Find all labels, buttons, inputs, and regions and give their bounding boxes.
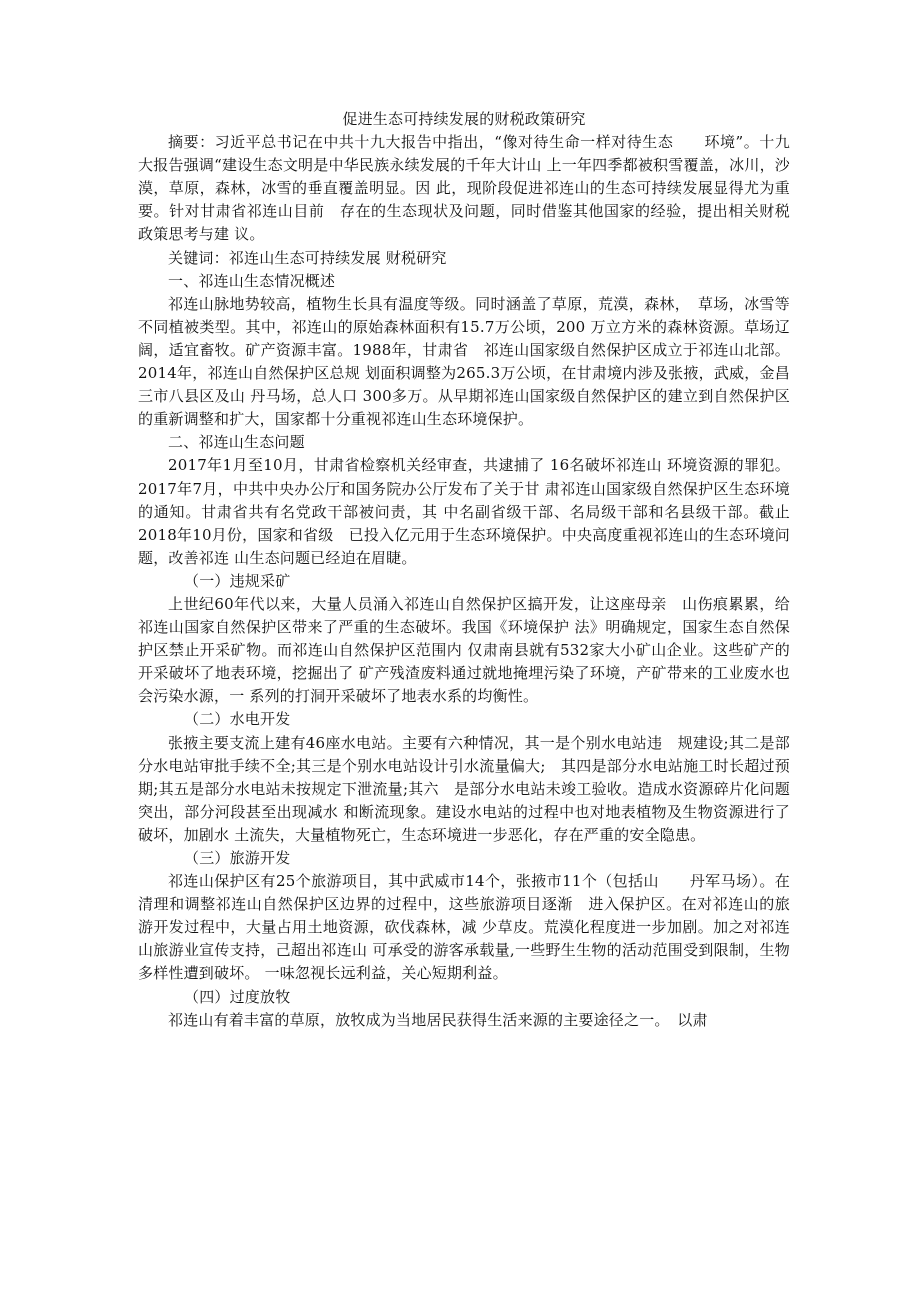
abstract-paragraph: 摘要：习近平总书记在中共十九大报告中指出，“像对待生命一样对待生态 环境”。十九大报告强调“建设生态文明是中华民族永续发展的千年大计山 上一年四季都被积雪覆盖，冰川，沙漠，草原，森林，冰雪的垂直覆盖明显。因 此，现阶段促进祁连山的生态可持续发展显得尤为重要。针对甘肃省祁连山目前 存在的生态现状及问题，同时借鉴其他国家的经验，提出相关财税政策思考与建 议。 (138, 133, 790, 244)
subsection-hydropower-heading: （二）水电开发 (184, 710, 291, 729)
keywords-line: 关键词：祁连山生态可持续发展 财税研究 (168, 248, 447, 267)
subsection-hydropower-paragraph: 张掖主要支流上建有46座水电站。主要有六种情况，其一是个别水电站违 规建设;其二是部分水电站审批手续不全;其三是个别水电站设计引水流量偏大; 其四是部分水电站施工时长超过预期;其五是部分水电站未按规定下泄流量;其六 是部分水电站未竣工验收。造成水资源碎片化问题突出，部分河段甚至出现减水 和断流现象。建设水电站的过程中也对地表植物及生物资源进行了破坏，加剧水 土流失，大量植物死亡，生态环境进一步恶化，存在严重的安全隐患。 (138, 733, 790, 844)
section-1-heading: 一、祁连山生态情况概述 (168, 271, 336, 290)
subsection-mining-heading: （一）违规采矿 (184, 571, 291, 590)
subsection-grazing-heading: （四）过度放牧 (184, 987, 291, 1006)
subsection-tourism-paragraph: 祁连山保护区有25个旅游项目，其中武威市14个，张掖市11个（包括山 丹军马场）。在清理和调整祁连山自然保护区边界的过程中，这些旅游项目逐渐 进入保护区。在对祁连山的旅游开发过程中，大量占用土地资源，砍伐森林，减 少草皮。荒漠化程度进一步加剧。加之对祁连山旅游业宣传支持，己超出祁连山 可承受的游客承载量,一些野生生物的活动范围受到限制，生物多样性遭到破坏。 一味忽视长远利益，关心短期利益。 (138, 872, 790, 983)
subsection-tourism-heading: （三）旅游开发 (184, 849, 291, 867)
document-title: 促进生态可持续发展的财税政策研究 (342, 110, 586, 128)
subsection-grazing-paragraph: 祁连山有着丰富的草原，放牧成为当地居民获得生活来源的主要途径之一。 以肃 (168, 1010, 708, 1029)
document-page (138, 108, 790, 1032)
subsection-mining-paragraph: 上世纪60年代以来，大量人员涌入祁连山自然保护区搞开发，让这座母亲 山伤痕累累，给祁连山国家自然保护区带来了严重的生态破坏。我国《环境保护 法》明确规定，国家生态自然保护区禁止开采矿物。而祁连山自然保护区范围内 仅肃南县就有532家大小矿山企业。这些矿产的开采破坏了地表环境，挖掘出了 矿产残渣废料通过就地掩埋污染了环境，产矿带来的工业废水也会污染水源，一 系列的打洞开采破坏了地表水系的均衡性。 (138, 594, 790, 706)
section-2-heading: 二、祁连山生态问题 (168, 433, 305, 452)
section-2-paragraph: 2017年1月至10月，甘肃省检察机关经审查，共逮捕了 16名破坏祁连山 环境资源的罪犯。2017年7月，中共中央办公厅和国务院办公厅发布了关于甘 肃祁连山国家级自然保护区生态环境的通知。甘肃省共有名党政干部被问责，其 中名副省级干部、名局级干部和名县级干部。截止2018年10月份，国家和省级 已投入亿元用于生态环境保护。中央高度重视祁连山的生态环境问题，改善祁连 山生态问题已经迫在眉睫。 (138, 456, 790, 567)
section-1-paragraph: 祁连山脉地势较高，植物生长具有温度等级。同时涵盖了草原，荒漠，森林， 草场，冰雪等不同植被类型。其中，祁连山的原始森林面积有15.7万公顷，200 万立方米的森林资源。草场辽阔，适宜畜牧。矿产资源丰富。1988年，甘肃省 祁连山国家级自然保护区成立于祁连山北部。2014年，祁连山自然保护区总规 划面积调整为265.3万公顷，在甘肃境内涉及张掖，武威，金昌三市八县区及山 丹马场，总人口 300多万。从早期祁连山国家级自然保护区的建立到自然保护区 的重新调整和扩大，国家都十分重视祁连山生态环境保护。 (138, 294, 790, 429)
